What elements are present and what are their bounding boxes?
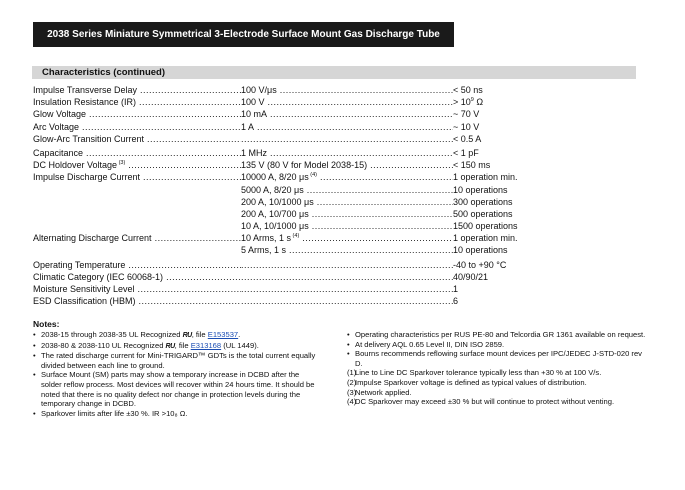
note-item: • 2038-15 through 2038-35 UL Recognized RU, file E153537.	[33, 330, 241, 339]
row-value: 40/90/21	[453, 271, 489, 282]
row-value: 1500 operations	[453, 221, 518, 232]
table-row	[33, 283, 633, 295]
table-row	[33, 121, 633, 133]
row-value: ~ 70 V	[453, 109, 480, 120]
table-row	[33, 108, 633, 120]
ul-file-link[interactable]: E153537	[207, 330, 239, 339]
row-label: Glow Voltage .....	[33, 108, 241, 120]
note-item: • Sparkover limits after life ±30 %. IR >10₈ Ω.	[33, 408, 188, 418]
row-label: Impulse Transverse Delay .....	[33, 84, 241, 96]
row-condition: 100 V/μs .....	[241, 84, 453, 96]
ul-file-link[interactable]: E313168	[190, 340, 222, 350]
row-value: 6	[453, 296, 459, 307]
note-bullet: •	[33, 351, 36, 361]
note-bullet: •	[347, 330, 350, 339]
row-value: 1 operation min.	[453, 233, 518, 244]
note-item: • Bourns recommends reflowing surface mount devices per IPC/JEDEC J-STD-020 rev D.	[347, 349, 642, 368]
row-condition: 5000 A, 8/20 μs .....	[241, 184, 453, 196]
note-bullet: (2)	[347, 377, 357, 387]
note-item: (1) Line to Line DC Sparkover tolerance typically less than +30 % at 100 V/s.	[347, 368, 602, 378]
characteristics-table	[33, 84, 633, 307]
note-item: • The rated discharge current for Mini-TRIGARD™ GDTs is the total current equally divided between each line to ground.	[33, 351, 316, 370]
table-row	[33, 147, 633, 159]
row-value: < 50 ns	[453, 85, 483, 95]
footnote-ref: (4)	[308, 172, 317, 179]
table-row	[33, 184, 633, 196]
note-bullet: •	[347, 339, 350, 349]
note-item: (2) Impulse Sparkover voltage is defined as typical values of distribution.	[347, 377, 587, 387]
note-bullet: •	[33, 408, 36, 418]
ul-recognized-logo: RU	[182, 332, 192, 339]
table-row	[33, 259, 633, 271]
table-row	[33, 232, 633, 244]
row-label: Capacitance .....	[33, 147, 241, 159]
row-condition: 10000 A, 8/20 μs $^{(4)}$ .....	[241, 171, 453, 183]
row-label: Alternating Discharge Current .....	[33, 232, 241, 244]
row-value: < 1 pF	[453, 147, 479, 158]
table-row	[33, 196, 633, 208]
ul-recognized-logo: RU	[165, 342, 175, 350]
row-condition: 10 A, 10/1000 μs .....	[241, 220, 453, 232]
footnote-ref: (4)	[291, 233, 300, 240]
row-condition	[241, 259, 453, 271]
row-value: 500 operations	[453, 208, 513, 219]
row-value: < 150 ms	[453, 160, 491, 171]
row-value: 1 operation min.	[453, 172, 518, 183]
row-value: 300 operations	[453, 196, 513, 207]
note-item: (4) DC Sparkover may exceed ±30 % but will continue to protect without venting.	[347, 397, 615, 407]
table-row	[33, 244, 633, 256]
section-header	[32, 66, 636, 79]
table-row	[33, 271, 633, 283]
row-condition: 200 A, 10/1000 μs .....	[241, 196, 453, 208]
row-label: Impulse Discharge Current .....	[33, 171, 241, 183]
row-condition: 10 Arms, 1 s $^{(4)}$ .....	[241, 232, 453, 244]
row-label: DC Holdover Voltage $^{(3)}$ .....	[33, 159, 241, 171]
row-label: Operating Temperature .....	[33, 259, 241, 271]
row-value: > $10^9$ Ω	[453, 97, 484, 108]
row-label: Insulation Resistance (IR) .....	[33, 96, 241, 108]
note-bullet: •	[33, 330, 36, 339]
table-row	[33, 159, 633, 171]
row-condition: 1 A .....	[241, 121, 453, 133]
note-bullet: (3)	[347, 387, 357, 397]
row-value: 10 operations	[453, 184, 508, 195]
row-value: 10 operations	[453, 245, 508, 256]
note-bullet: (1)	[347, 368, 357, 378]
table-row	[33, 171, 633, 183]
exponent: 9	[470, 97, 474, 104]
row-condition: 100 V .....	[241, 96, 453, 108]
row-value: < 0.5 A	[453, 133, 482, 144]
row-label: Moisture Sensitivity Level .....	[33, 283, 241, 295]
notes-right-column	[347, 330, 647, 407]
row-label: Glow-Arc Transition Current .....	[33, 133, 241, 145]
row-label: Arc Voltage .....	[33, 121, 241, 133]
row-condition: 10 mA .....	[241, 108, 453, 120]
row-value: ~ 10 V	[453, 121, 480, 132]
row-condition: 200 A, 10/700 μs .....	[241, 208, 453, 220]
note-bullet: •	[347, 349, 350, 359]
row-condition: 1 MHz .....	[241, 147, 453, 159]
footnote-ref: (3)	[117, 160, 126, 167]
row-condition	[241, 271, 453, 283]
notes-title: Notes:	[33, 319, 60, 329]
note-item: • Surface Mount (SM) parts may show a temporary increase in DCBD after the solder reflow process. Most devices will recover within 24 hours time. It should be noted that there is no quality defect nor change in protection levels during the temporary change in DCBD.	[33, 370, 315, 409]
note-bullet: •	[33, 370, 36, 380]
table-row	[33, 208, 633, 220]
note-item: • Operating characteristics per RUS PE-80 and Telcordia GR 1361 available on request.	[347, 330, 646, 339]
table-row	[33, 220, 633, 232]
table-row	[33, 133, 633, 145]
note-bullet: •	[33, 340, 36, 350]
note-item: • At delivery AQL 0.65 Level II, DIN ISO 2859.	[347, 339, 505, 349]
table-row	[33, 84, 633, 96]
row-label: Climatic Category (IEC 60068-1) .....	[33, 271, 241, 283]
row-value: 1	[453, 284, 459, 294]
row-condition	[241, 295, 453, 307]
document-title: 2038 Series Miniature Symmetrical 3-Electrode Surface Mount Gas Discharge Tube	[33, 22, 454, 47]
notes-left-column	[33, 330, 318, 418]
note-item: (3) Network applied.	[347, 387, 412, 397]
row-condition: 5 Arms, 1 s .....	[241, 244, 453, 256]
row-condition	[241, 283, 453, 295]
table-row	[33, 295, 633, 307]
row-value: -40 to +90 °C	[453, 259, 507, 270]
section-title: Characteristics (continued)	[42, 67, 165, 78]
note-bullet: (4)	[347, 397, 357, 407]
table-row	[33, 96, 633, 108]
note-item: • 2038-80 & 2038-110 UL Recognized RU, file E313168 (UL 1449).	[33, 340, 259, 350]
row-condition	[241, 133, 453, 145]
row-condition: 135 V (80 V for Model 2038-15) .....	[241, 159, 453, 171]
row-label: ESD Classification (HBM) .....	[33, 295, 241, 307]
